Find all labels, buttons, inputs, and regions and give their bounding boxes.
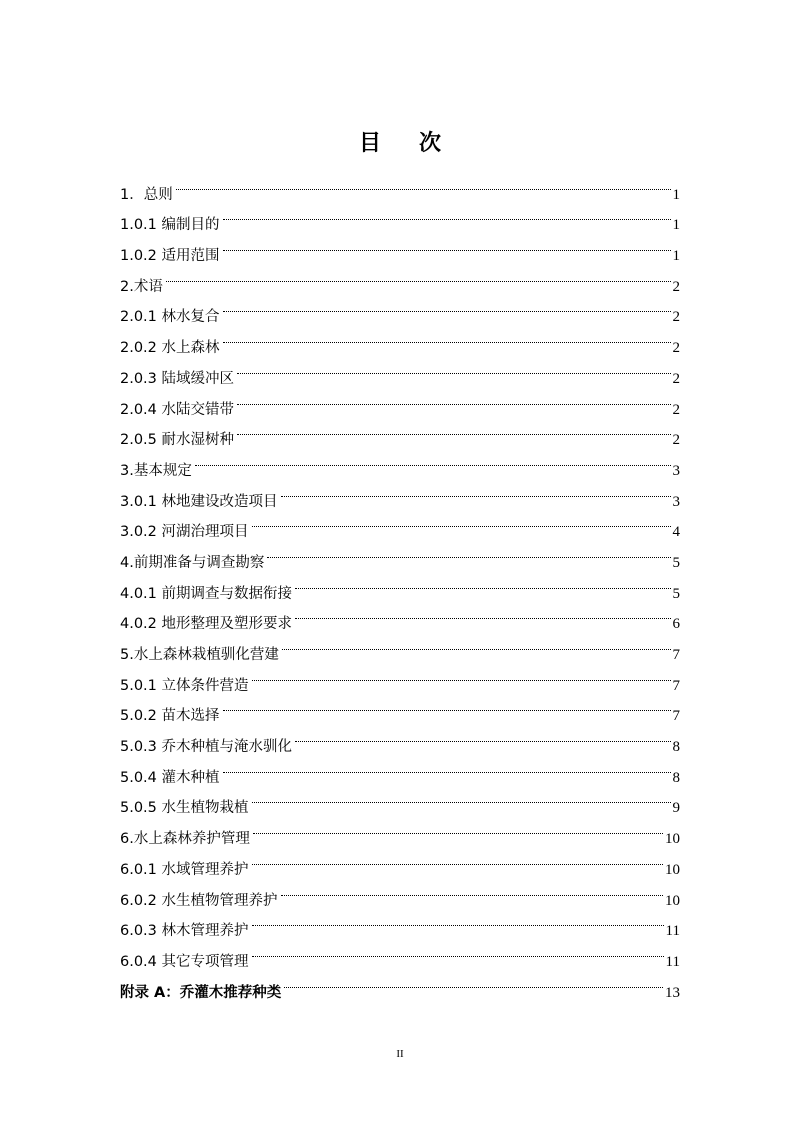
toc-entry-label: 5.0.1 立体条件营造 [120, 677, 249, 694]
table-of-contents [120, 168, 680, 1001]
toc-entry-label: 1.0.2 适用范围 [120, 248, 220, 265]
toc-leader-dots [223, 229, 671, 260]
toc-entry-label: 2.0.5 耐水湿树种 [120, 432, 235, 449]
toc-leader-dots [176, 168, 671, 199]
toc-entry-page: 3 [672, 493, 680, 510]
toc-leader-dots [253, 812, 663, 843]
page-number: II [396, 1048, 404, 1060]
toc-leader-dots [267, 536, 670, 567]
toc-entry-label: 5.水上森林栽植驯化营建 [120, 647, 279, 663]
toc-leader-dots [252, 659, 671, 690]
toc-entry-label: 1．总则 [120, 186, 173, 203]
toc-entry-label: 3.0.1 林地建设改造项目 [120, 493, 278, 510]
toc-leader-dots [166, 260, 671, 291]
toc-entry-label: 6.0.3 林木管理养护 [120, 923, 249, 940]
toc-entry-page: 3 [672, 462, 680, 479]
toc-entry-label: 6.0.4 其它专项管理 [120, 953, 249, 970]
toc-entry-page: 11 [665, 953, 680, 970]
toc-leader-dots [195, 444, 671, 475]
toc-entry-label: 4.前期准备与调查勘察 [120, 554, 265, 571]
toc-entry-label: 6.水上森林养护管理 [120, 831, 250, 848]
toc-entry[interactable] [120, 444, 680, 479]
toc-leader-dots [252, 782, 671, 813]
toc-entry-page: 8 [672, 739, 680, 756]
toc-entry-page: 8 [672, 769, 680, 786]
toc-entry-label: 3.0.2 河湖治理项目 [120, 524, 249, 541]
toc-entry-label: 2.0.4 水陆交错带 [120, 401, 235, 418]
toc-leader-dots [282, 628, 671, 659]
toc-entry-label: 2.术语 [120, 278, 163, 295]
toc-entry-page: 11 [665, 923, 680, 940]
toc-entry-page: 10 [665, 892, 680, 909]
toc-leader-dots [223, 751, 671, 782]
toc-entry-page: 1 [672, 186, 680, 203]
toc-leader-dots [237, 414, 670, 445]
toc-leader-dots [223, 321, 671, 352]
toc-leader-dots [237, 383, 670, 414]
toc-entry-label: 4.0.2 地形整理及塑形要求 [120, 616, 293, 633]
toc-entry-page: 6 [672, 616, 680, 633]
toc-entry[interactable] [120, 291, 680, 326]
toc-leader-dots [252, 935, 664, 966]
toc-entry-page: 2 [672, 309, 680, 326]
page-title [0, 130, 800, 158]
toc-entry[interactable] [120, 475, 680, 510]
toc-entry-label: 2.0.1 林水复合 [120, 309, 220, 326]
toc-leader-dots [252, 843, 663, 874]
toc-entry-page: 7 [672, 708, 680, 725]
title-part-2: 次 [419, 131, 442, 156]
toc-entry-label: 5.0.4 灌木种植 [120, 769, 220, 786]
toc-entry-page: 13 [665, 984, 680, 1001]
toc-leader-dots [252, 905, 664, 936]
toc-leader-dots [223, 199, 671, 230]
toc-leader-dots [295, 567, 670, 598]
toc-entry-label: 5.0.5 水生植物栽植 [120, 800, 249, 817]
toc-entry-page: 2 [672, 370, 680, 387]
toc-entry-label: 4.0.1 前期调查与数据衔接 [120, 585, 293, 602]
toc-entry-page: 2 [672, 340, 680, 357]
toc-entry-page: 10 [665, 861, 680, 878]
toc-entry-page: 10 [665, 831, 680, 848]
toc-entry-label: 附录 A：乔灌木推荐种类 [120, 984, 282, 1001]
toc-entry[interactable] [120, 168, 680, 203]
toc-leader-dots [237, 352, 670, 383]
toc-entry-page: 2 [672, 401, 680, 418]
toc-entry-page: 4 [672, 524, 680, 541]
toc-leader-dots [281, 874, 663, 905]
toc-entry-label: 5.0.2 苗木选择 [120, 708, 220, 725]
toc-entry-label: 6.0.1 水域管理养护 [120, 861, 249, 878]
toc-leader-dots [284, 966, 663, 997]
toc-entry-page: 5 [672, 554, 680, 571]
toc-entry-page: 2 [672, 432, 680, 449]
title-part-1: 目 [358, 131, 381, 156]
toc-leader-dots [252, 506, 671, 537]
toc-entry-page: 1 [672, 248, 680, 265]
toc-entry-label: 2.0.2 水上森林 [120, 340, 220, 357]
toc-entry-page: 5 [672, 585, 680, 602]
toc-leader-dots [295, 598, 670, 629]
toc-entry-label: 1.0.1 编制目的 [120, 217, 220, 234]
toc-entry-page: 7 [672, 677, 680, 694]
toc-leader-dots [281, 475, 671, 506]
toc-entry[interactable] [120, 260, 680, 295]
toc-entry-page: 1 [672, 217, 680, 234]
toc-entry-page: 9 [672, 800, 680, 817]
toc-entry[interactable] [120, 199, 680, 234]
toc-entry-page: 2 [672, 278, 680, 295]
toc-entry-label: 5.0.3 乔木种植与淹水驯化 [120, 739, 293, 756]
toc-leader-dots [295, 720, 670, 751]
toc-leader-dots [223, 291, 671, 322]
toc-entry-page: 7 [672, 647, 680, 663]
toc-entry-label: 3.基本规定 [120, 462, 192, 479]
toc-entry-label: 2.0.3 陆域缓冲区 [120, 370, 235, 387]
toc-entry-label: 6.0.2 水生植物管理养护 [120, 892, 278, 909]
toc-leader-dots [223, 690, 671, 721]
